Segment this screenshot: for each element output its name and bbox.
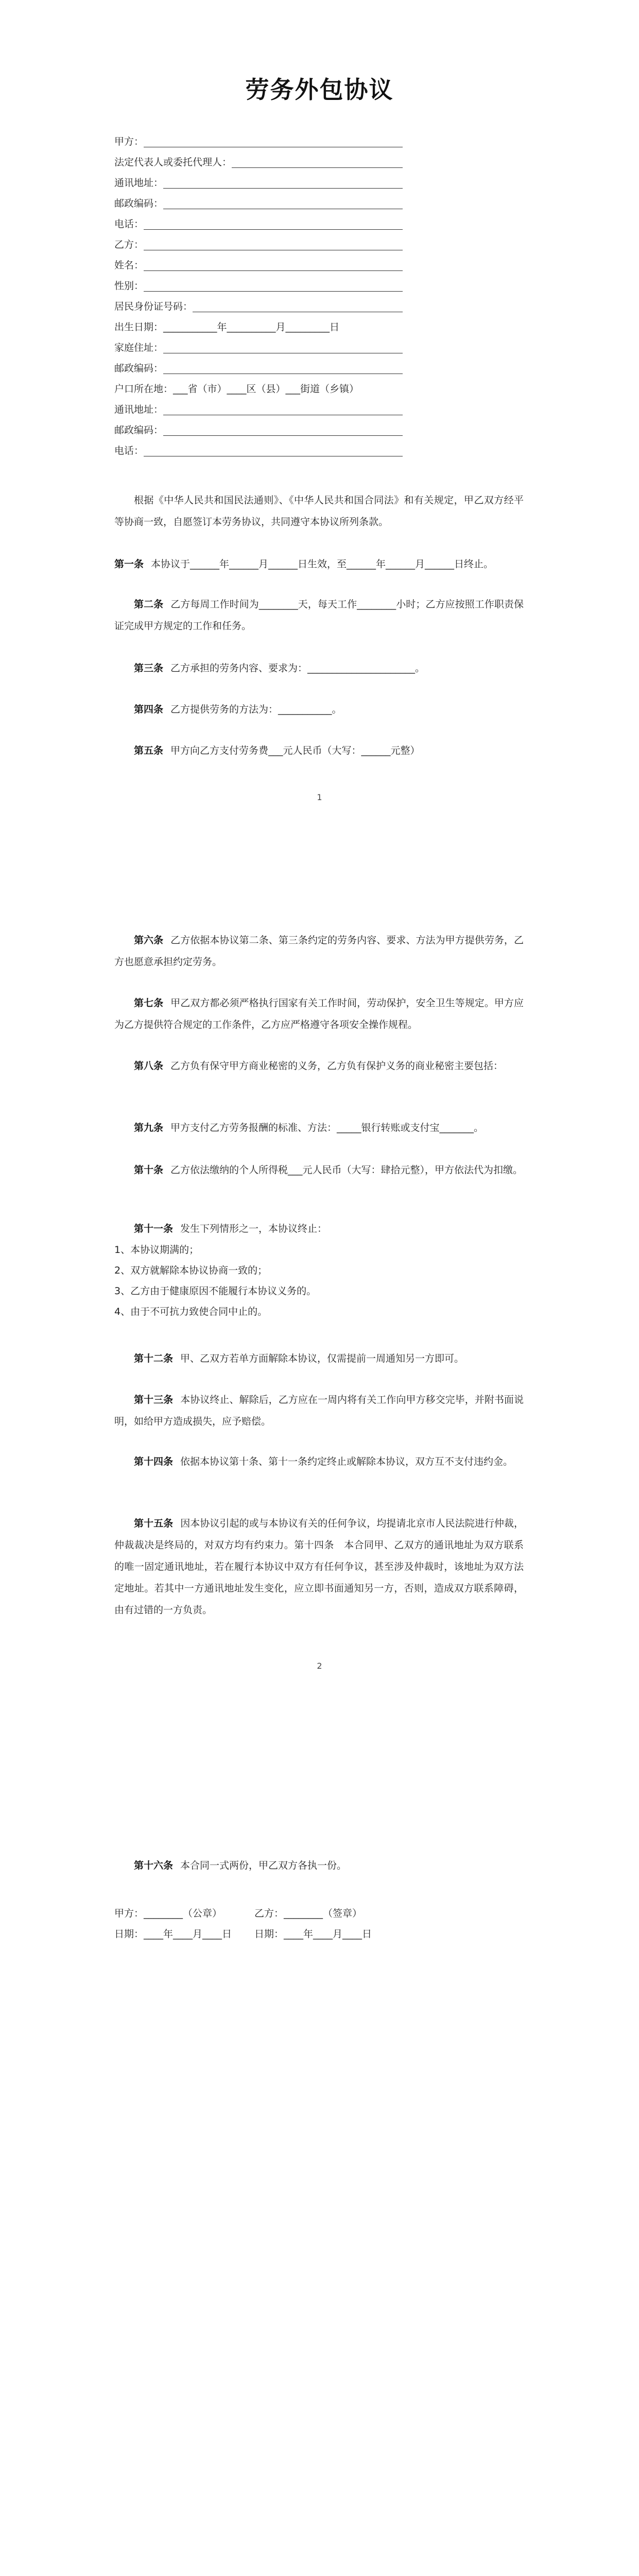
field-gender: 性别： [114, 279, 403, 293]
field-address-a: 通讯地址： [114, 176, 403, 190]
article-4: 第四条 乙方提供劳务的方法为：___________。 [134, 704, 342, 715]
signature-date-b: 日期：____年____月____日 [254, 1928, 372, 1940]
signature-row-party [114, 1903, 362, 1924]
signature-row-date [114, 1924, 372, 1944]
field-postcode-a: 邮政编码： [114, 197, 403, 210]
signature-date-a: 日期：____年____月____日 [114, 1928, 232, 1940]
list-item: 2、双方就解除本协议协商一致的； [114, 1265, 268, 1276]
signature-party-a: 甲方：________（公章） [114, 1908, 222, 1919]
document-title: 劳务外包协议 [245, 76, 394, 104]
page-number: 2 [317, 1661, 322, 1671]
article-10: 第十条 乙方依法缴纳的个人所得税___元人民币（大写：肆拾元整），甲方依法代为扣缴。 [134, 1164, 523, 1176]
article-14: 第十四条 依据本协议第十条、第十一条约定终止或解除本协议，双方互不支付违约金。 [134, 1456, 513, 1467]
signature-party-b: 乙方：________（签章） [254, 1908, 362, 1919]
article-1: 第一条 本协议于______年______月______日生效，至______年______月______日终止。 [114, 558, 494, 570]
article-8: 第八条 乙方负有保守甲方商业秘密的义务，乙方负有保护义务的商业秘密主要包括： [134, 1060, 504, 1072]
article-13: 第十三条 本协议终止、解除后，乙方应在一周内将有关工作向甲方移交完毕，并附书面说明，如给甲方造成损失，应予赔偿。 [114, 1394, 524, 1427]
list-item: 4、由于不可抗力致使合同中止的。 [114, 1306, 268, 1317]
page-number: 1 [317, 792, 322, 802]
field-postcode-b2: 邮政编码： [114, 423, 403, 437]
field-id-number: 居民身份证号码： [114, 300, 403, 313]
field-party-b: 乙方： [114, 238, 403, 251]
field-home-address: 家庭住址： [114, 341, 403, 354]
article-9: 第九条 甲方支付乙方劳务报酬的标准、方法：_____银行转账或支付宝_______。 [134, 1122, 484, 1133]
article-7: 第七条 甲乙双方都必须严格执行国家有关工作时间，劳动保护，安全卫生等规定。甲方应为乙方提供符合规定的工作条件，乙方应严格遵守各项安全操作规程。 [114, 997, 524, 1030]
list-item: 1、本协议期满的； [114, 1244, 199, 1256]
field-birth-date: 出生日期：___________年__________月_________日 [114, 321, 340, 333]
field-phone-b: 电话： [114, 444, 403, 457]
field-name: 姓名： [114, 259, 403, 272]
article-16: 第十六条 本合同一式两份，甲乙双方各执一份。 [134, 1860, 347, 1871]
document-page-1 [0, 0, 639, 902]
list-item: 3、乙方由于健康原因不能履行本协议义务的。 [114, 1285, 317, 1297]
article-3: 第三条 乙方承担的劳务内容、要求为：______________________。 [134, 663, 425, 674]
article-12: 第十二条 甲、乙双方若单方面解除本协议，仅需提前一周通知另一方即可。 [134, 1353, 464, 1364]
field-household-registration: 户口所在地：___省（市）____区（县）___街道（乡镇） [114, 383, 359, 395]
field-postcode-b: 邮政编码： [114, 362, 403, 375]
article-6: 第六条 乙方依据本协议第二条、第三条约定的劳务内容、要求、方法为甲方提供劳务，乙方也愿意承担约定劳务。 [114, 935, 524, 968]
article-15: 第十五条 因本协议引起的或与本协议有关的任何争议，均提请北京市人民法院进行仲裁，仲裁裁决是终局的，对双方均有约束力。第十四条 本合同甲、乙双方的通讯地址为双方联系的唯一固定通讯地址，若在履行本协议中双方有任何争议，甚至涉及仲裁时，该地址为双方法定地址。若其中一方通讯地址发生变化，应立即书面通知另一方，否则，造成双方联系障碍，由有过错的一方负责。 [114, 1518, 524, 1616]
preamble: 根据《中华人民共和国民法通则》、《中华人民共和国合同法》和有关规定，甲乙双方经平等协商一致，自愿签订本劳务协议，共同遵守本协议所列条款。 [114, 495, 524, 528]
document-page-2 [0, 902, 639, 1803]
field-party-a: 甲方： [114, 135, 403, 148]
document-page-3 [0, 1803, 639, 2576]
article-2: 第二条 乙方每周工作时间为________天，每天工作________小时；乙方应按照工作职责保证完成甲方规定的工作和任务。 [114, 599, 524, 632]
article-11-list [114, 1240, 524, 1322]
field-legal-representative: 法定代表人或委托代理人： [114, 156, 403, 169]
article-5: 第五条 甲方向乙方支付劳务费___元人民币（大写：______元整） [134, 745, 420, 756]
field-phone-a: 电话： [114, 217, 403, 231]
field-address-b: 通讯地址： [114, 403, 403, 416]
article-11: 第十一条 发生下列情形之一，本协议终止： [134, 1223, 327, 1234]
